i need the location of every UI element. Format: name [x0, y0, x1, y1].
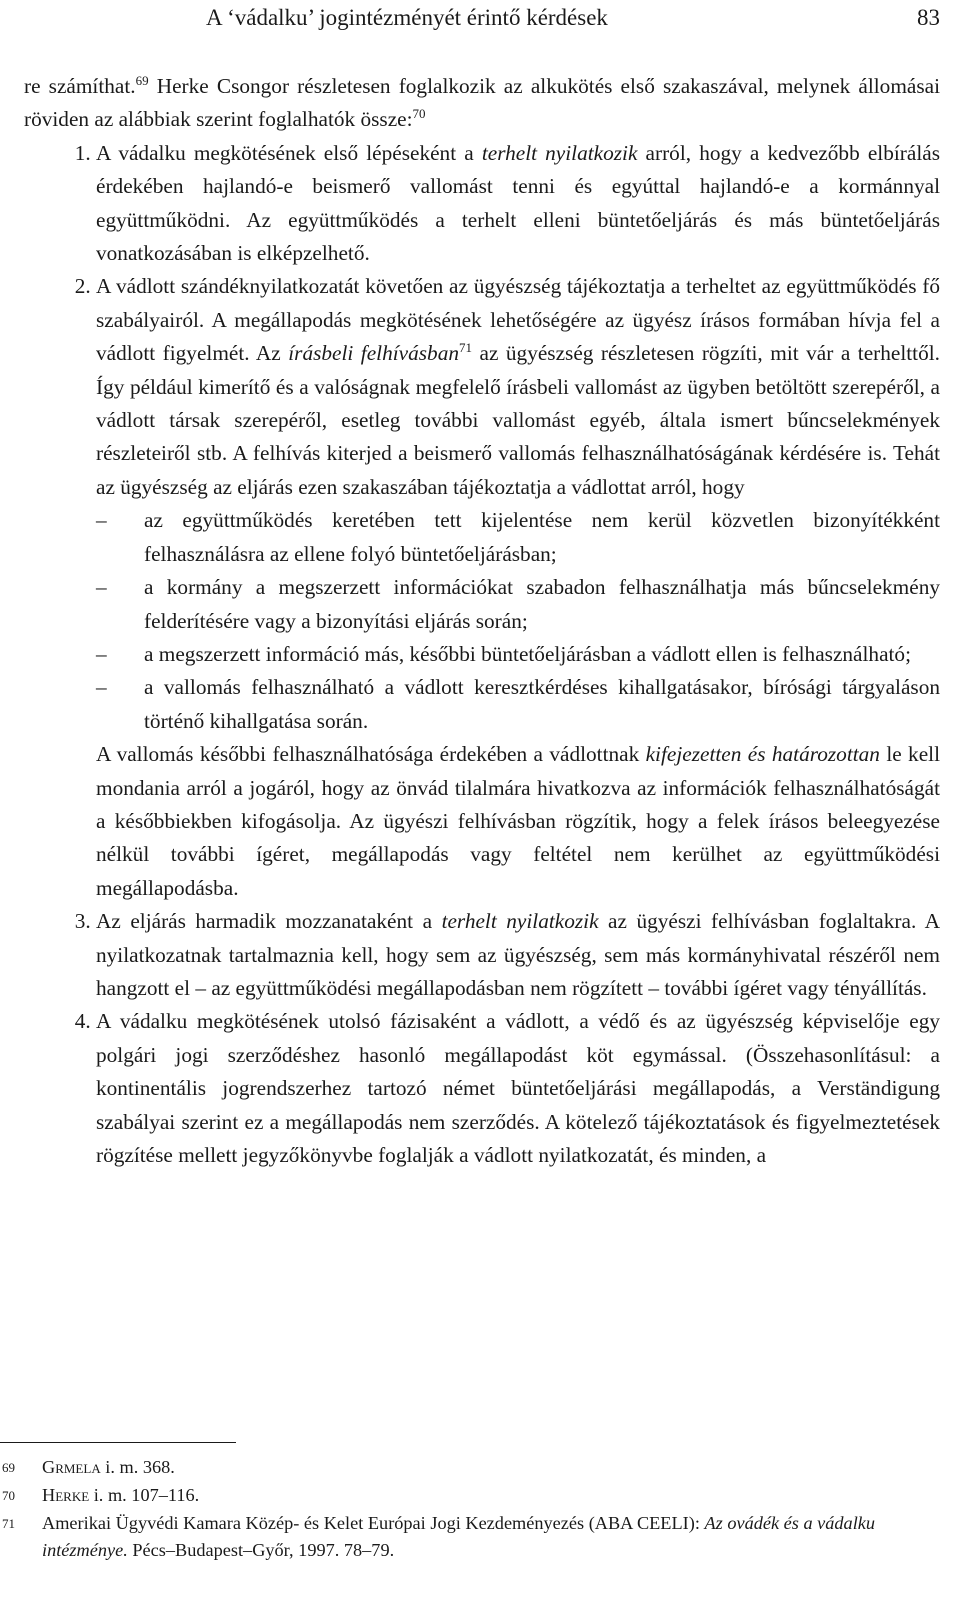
running-title: A ‘vádalku’ jogintézményét érintő kérdések — [206, 5, 608, 30]
footnotes — [0, 1454, 940, 1565]
running-header — [0, 0, 960, 36]
footnote-70 — [0, 1482, 940, 1509]
emphasis: terhelt nyilatkozik — [441, 909, 599, 934]
list-item-text: Az eljárás harmadik mozzanataként a terhelt nyilatkozik az ügyészi felhívásban foglaltakra. A nyilatkozatnak tartalmaznia kell, hogy sem az ügyészség, sem más kormányhivatal részéről nem hangzott el – az együttműködési megállapodásban nem rögzített – további ígéret vagy tényállítás. — [96, 909, 940, 1000]
dash-symbol: – — [96, 575, 107, 600]
footnote-ref-70[interactable]: 70 — [412, 106, 426, 122]
footnote-text: Amerikai Ügyvédi Kamara Közép- és Kelet Európai Jogi Kezdeményezés (ABA CEELI): Az ovádék és a vádalku intézménye. Pécs–Budapest–Győr, 1997. 78–79. — [42, 1513, 876, 1560]
list-number: 4. — [74, 1009, 91, 1034]
footnote-69 — [0, 1454, 940, 1481]
dash-symbol: – — [96, 641, 107, 666]
list-item-1 — [24, 137, 940, 271]
list-number: 3. — [74, 909, 91, 934]
list-item-text: A vádlott szándéknyilatkozatát követően az ügyészség tájékoztatja a terheltet az együttműködés fő szabályairól. A megállapodás megkötésének lehetőségére az ügyész írásos formában hívja fel a vádlott figyelmét. Az írásbeli felhívásban$^{71}$ az ügyészség részletesen rögzíti, mit vár a terhelttől. Így például kimerítő és a valóságnak megfelelő írásbeli vallomást az ügyben betöltött szerepéről, a vádlott társak szerepéről, esetleg további vallomást egyéb, általa ismert bűncselekmények részleteiről stb. A felhívás kiterjed a beismerő vallomás felhasználhatóságának kérdésére is. Tehát az ügyészség az eljárás ezen szakaszában tájékoztatja a vádlottat arról, hogy — [96, 274, 940, 499]
emphasis: kifejezetten és határozottan — [645, 742, 880, 767]
emphasis: Az ovádék és a vádalku intézménye. — [42, 1513, 876, 1560]
body-text — [24, 70, 940, 1172]
page-number: 83 — [917, 5, 940, 30]
footnote-text: Herke i. m. 107–116. — [42, 1485, 200, 1505]
continuation-paragraph: A vallomás későbbi felhasználhatósága érdekében a vádlottnak kifejezetten és határozottan le kell mondania arról a jogáról, hogy az önvád tilalmára hivatkozva az információk felhasználhatóságát a későbbiekben kifogásolja. Az ügyészi felhívásban rögzítik, hogy a felek írásos beleegyezése nélkül további ígéret, megállapodás vagy feltétel nem kerülhet az együttműködési megállapodásba. — [96, 742, 940, 900]
list-item-2 — [24, 270, 940, 504]
footnote-71 — [0, 1510, 940, 1564]
footnote-number: 69 — [2, 1460, 15, 1475]
dash-item — [24, 638, 940, 671]
dash-symbol: – — [96, 508, 107, 533]
dash-item-text: az együttműködés keretében tett kijelentése nem kerül közvetlen bizonyítékként felhasználásra az ellene folyó büntetőeljárásban; — [144, 508, 940, 566]
emphasis: terhelt nyilatkozik — [481, 140, 638, 165]
dash-item-text: a kormány a megszerzett információkat szabadon felhasználhatja más bűncselekmény felderítésére vagy a bizonyítási eljárás során; — [144, 575, 940, 633]
footnote-separator — [0, 1442, 236, 1443]
footnote-text: Grmela i. m. 368. — [42, 1457, 175, 1477]
list-item-text: A vádalku megkötésének utolsó fázisaként a vádlott, a védő és az ügyészség képviselője egy polgári jogi szerződéshez hasonló megállapodást köt egymással. (Összehasonlításul: a kontinentális jogrendszerhez tartozó német büntetőeljárási megállapodás, a Verständigung szabályai szerint ez a megállapodás nem szerződés. A kötelező tájékoztatások és figyelmeztetések rögzítése mellett jegyzőkönyvbe foglalják a vádlott nyilatkozatát, és minden, a — [96, 1009, 940, 1167]
author-name: Herke — [42, 1485, 90, 1505]
list-number: 1. — [74, 140, 91, 165]
intro-paragraph: re számíthat.$^{69}$ Herke Csongor részletesen foglalkozik az alkukötés első szakaszával, melynek állomásai röviden az alábbiak szerint foglalhatók össze:$^{70}$ — [24, 72, 940, 132]
footnote-ref-69[interactable]: 69 — [135, 72, 149, 88]
dash-item — [24, 671, 940, 738]
footnote-ref-71[interactable]: 71 — [459, 340, 472, 356]
dash-item-text: a vallomás felhasználható a vádlott keresztkérdéses kihallgatásakor, bírósági tárgyaláson történő kihallgatása során. — [144, 675, 940, 733]
list-item-text: A vádalku megkötésének első lépéseként a terhelt nyilatkozik arról, hogy a kedvezőbb elbírálás érdekében hajlandó-e beismerő vallomást tenni és egyúttal hajlandó-e a kormánnyal együttműködni. Az együttműködés a terhelt elleni büntetőeljárás és más büntetőeljárás vonatkozásában is elképzelhető. — [96, 140, 940, 266]
list-item-3 — [24, 905, 940, 1005]
dash-item-text: a megszerzett információ más, későbbi büntetőeljárásban a vádlott ellen is felhasználható; — [144, 641, 911, 666]
list-item-4 — [24, 1005, 940, 1172]
author-name: Grmela — [42, 1457, 101, 1477]
footnote-number: 71 — [2, 1516, 15, 1531]
dash-symbol: – — [96, 675, 107, 700]
list-number: 2. — [74, 274, 91, 299]
dash-item — [24, 571, 940, 638]
emphasis: írásbeli felhívásban — [288, 341, 459, 366]
dash-item — [24, 504, 940, 571]
footnote-number: 70 — [2, 1488, 15, 1503]
